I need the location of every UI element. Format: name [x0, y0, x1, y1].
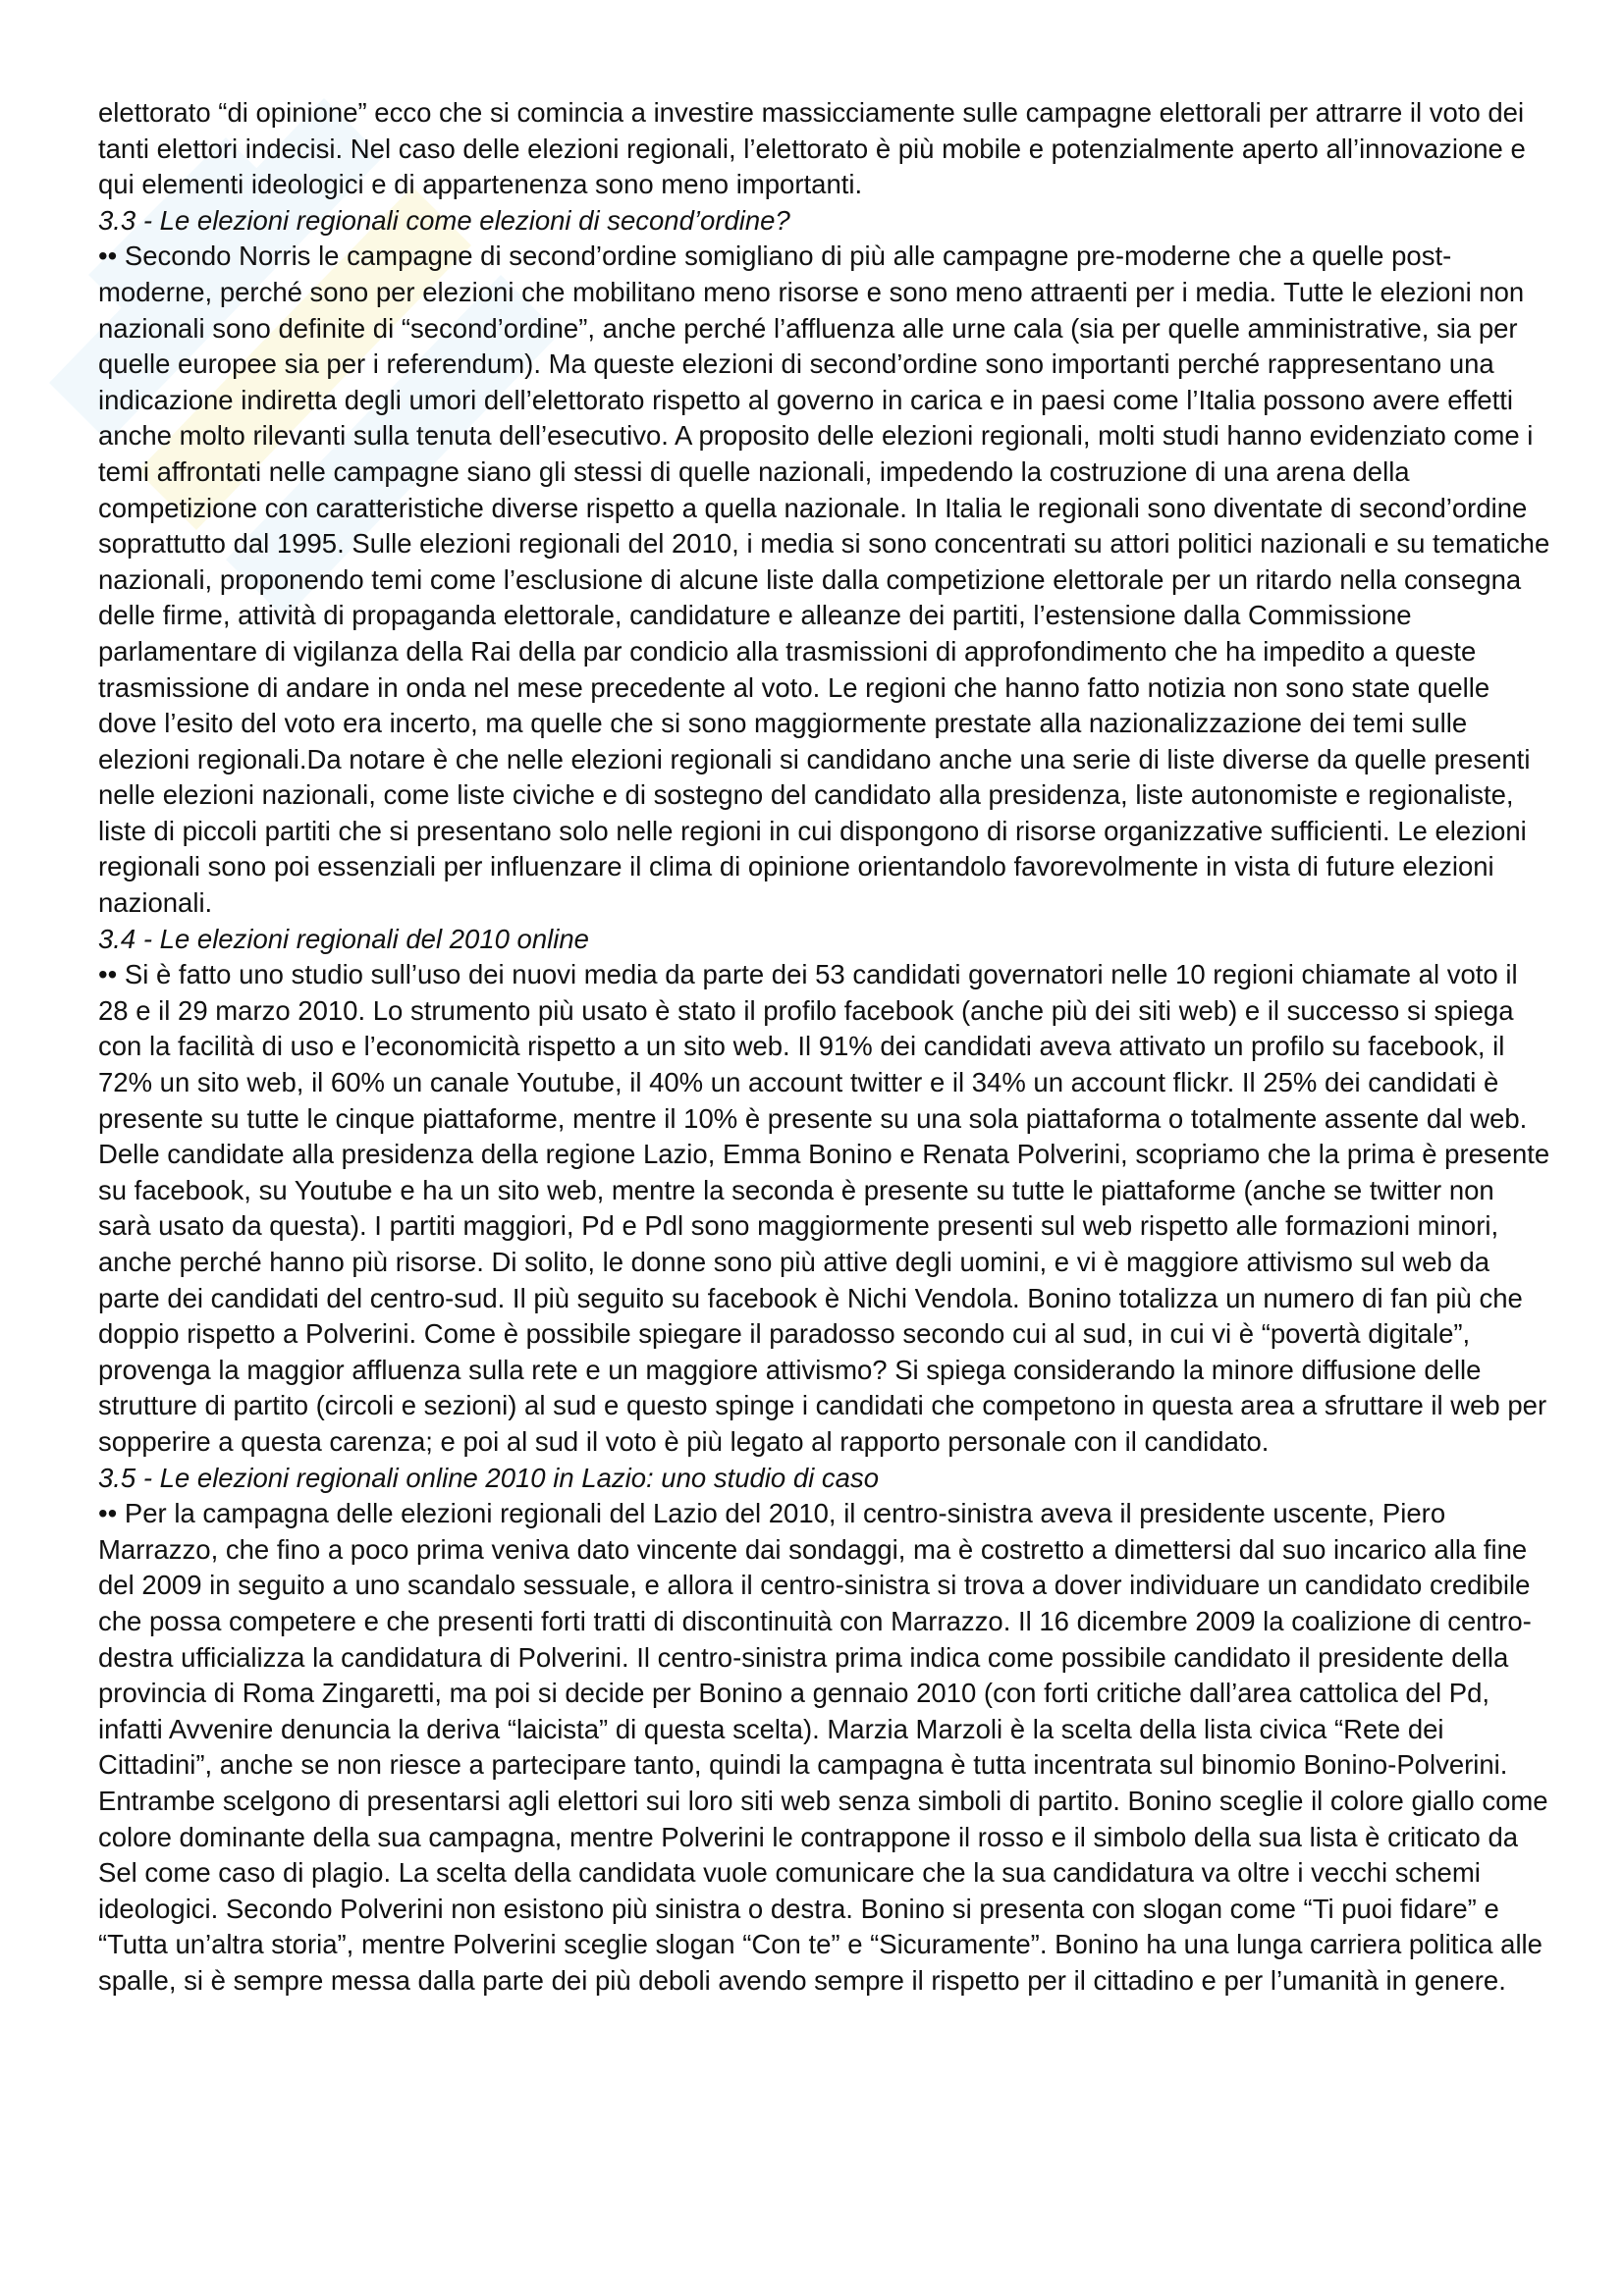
paragraph-3-4: •• Si è fatto uno studio sull’uso dei nuovi media da parte dei 53 candidati governatori nelle 10 regioni chiamate al voto il 28 e il 29 marzo 2010. Lo strumento più usato è stato il profilo facebook (anche più dei siti web) e il successo si spiega con la facilità di uso e l’economicità rispetto a un sito web. Il 91% dei candidati aveva attivato un profilo su facebook, il 72% un sito web, il 60% un canale Youtube, il 40% un account twitter e il 34% un account flickr. Il 25% dei candidati è presente su tutte le cinque piattaforme, mentre il 10% è presente su una sola piattaforma o totalmente assente dal web. Delle candidate alla presidenza della regione Lazio, Emma Bonino e Renata Polverini, scopriamo che la prima è presente su facebook, su Youtube e ha un sito web, mentre la seconda è presente su tutte le piattaforme (anche se twitter non sarà usato da questa). I partiti maggiori, Pd e Pdl sono maggiormente presenti sul web rispetto alle formazioni minori, anche perché hanno più risorse. Di solito, le donne sono più attive degli uomini, e vi è maggiore attivismo sul web da parte dei candidati del centro-sud. Il più seguito su facebook è Nichi Vendola. Bonino totalizza un numero di fan più che doppio rispetto a Polverini. Come è possibile spiegare il paradosso secondo cui al sud, in cui vi è “povertà digitale”, provenga la maggior affluenza sulla rete e un maggiore attivismo? Si spiega considerando la minore diffusione delle strutture di partito (circoli e sezioni) al sud e questo spinge i candidati che competono in questa area a sfruttare il web per sopperire a questa carenza; e poi al sud il voto è più legato al rapporto personale con il candidato.	[98, 959, 1550, 1457]
paragraph-intro: elettorato “di opinione” ecco che si comincia a investire massicciamente sulle campagne elettorali per attrarre il voto dei tanti elettori indecisi. Nel caso delle elezioni regionali, l’elettorato è più mobile e potenzialmente aperto all’innovazione e qui elementi ideologici e di appartenenza sono meno importanti.	[98, 97, 1526, 200]
paragraph-3-5: •• Per la campagna delle elezioni regionali del Lazio del 2010, il centro-sinistra aveva il presidente uscente, Piero Marrazzo, che fino a poco prima veniva dato vincente dai sondaggi, ma è costretto a dimettersi dal suo incarico alla fine del 2009 in seguito a uno scandalo sessuale, e allora il centro-sinistra si trova a dover individuare un candidato credibile che possa competere e che presenti forti tratti di discontinuità con Marrazzo. Il 16 dicembre 2009 la coalizione di centro-destra ufficializza la candidatura di Polverini. Il centro-sinistra prima indica come possibile candidato il presidente della provincia di Roma Zingaretti, ma poi si decide per Bonino a gennaio 2010 (con forti critiche dall’area cattolica del Pd, infatti Avvenire denuncia la deriva “laicista” di questa scelta). Marzia Marzoli è la scelta della lista civica “Rete dei Cittadini”, anche se non riesce a partecipare tanto, quindi la campagna è tutta incentrata sul binomio Bonino-Polverini. Entrambe scelgono di presentarsi agli elettori sui loro siti web senza simboli di partito. Bonino sceglie il colore giallo come colore dominante della sua campagna, mentre Polverini le contrappone il rosso e il simbolo della sua lista è criticato da Sel come caso di plagio. La scelta della candidata vuole comunicare che la sua candidatura va oltre i vecchi schemi ideologici. Secondo Polverini non esistono più sinistra o destra. Bonino si presenta con slogan come “Ti puoi fidare” e “Tutta un’altra storia”, mentre Polverini sceglie slogan “Con te” e “Sicuramente”. Bonino ha una lunga carriera politica alle spalle, si è sempre messa dalla parte dei più deboli avendo sempre il rispetto per il cittadino e per l’umanità in genere.	[98, 1498, 1548, 1996]
paragraph-3-3: •• Secondo Norris le campagne di second’ordine somigliano di più alle campagne pre-moderne che a quelle post-moderne, perché sono per elezioni che mobilitano meno risorse e sono meno attraenti per i media. Tutte le elezioni non nazionali sono definite di “second’ordine”, anche perché l’affluenza alle urne cala (sia per quelle amministrative, sia per quelle europee sia per i referendum). Ma queste elezioni di second’ordine sono importanti perché rappresentano una indicazione indiretta degli umori dell’elettorato rispetto al governo in carica e in paesi come l’Italia possono avere effetti anche molto rilevanti sulla tenuta dell’esecutivo. A proposito delle elezioni regionali, molti studi hanno evidenziato come i temi affrontati nelle campagne siano gli stessi di quelle nazionali, impedendo la costruzione di una arena della competizione con caratteristiche diverse rispetto a quella nazionale. In Italia le regionali sono diventate di second’ordine soprattutto dal 1995. Sulle elezioni regionali del 2010, i media si sono concentrati su attori politici nazionali e su tematiche nazionali, proponendo temi come l’esclusione di alcune liste dalla competizione elettorale per un ritardo nella consegna delle firme, attività di propaganda elettorale, candidature e alleanze dei partiti, l’estensione dalla Commissione parlamentare di vigilanza della Rai della par condicio alla trasmissioni di approfondimento che ha impedito a queste trasmissione di andare in onda nel mese precedente al voto. Le regioni che hanno fatto notizia non sono state quelle dove l’esito del voto era incerto, ma quelle che si sono maggiormente prestate alla nazionalizzazione dei temi sulle elezioni regionali.Da notare è che nelle elezioni regionali si candidano anche una serie di liste diverse da quelle presenti nelle elezioni nazionali, come liste civiche e di sostegno del candidato alla presidenza, liste autonomiste e regionaliste, liste di piccoli partiti che si presentano solo nelle regioni in cui dispongono di risorse organizzative sufficienti. Le elezioni regionali sono poi essenziali per influenzare il clima di opinione orientandolo favorevolmente in vista di future elezioni nazionali.	[98, 240, 1550, 919]
document-body	[98, 95, 1551, 1999]
section-heading-3-5: 3.5 - Le elezioni regionali online 2010 in Lazio: uno studio di caso	[98, 1462, 879, 1493]
section-heading-3-3: 3.3 - Le elezioni regionali come elezioni di second’ordine?	[98, 204, 790, 236]
section-heading-3-4: 3.4 - Le elezioni regionali del 2010 online	[98, 923, 589, 954]
